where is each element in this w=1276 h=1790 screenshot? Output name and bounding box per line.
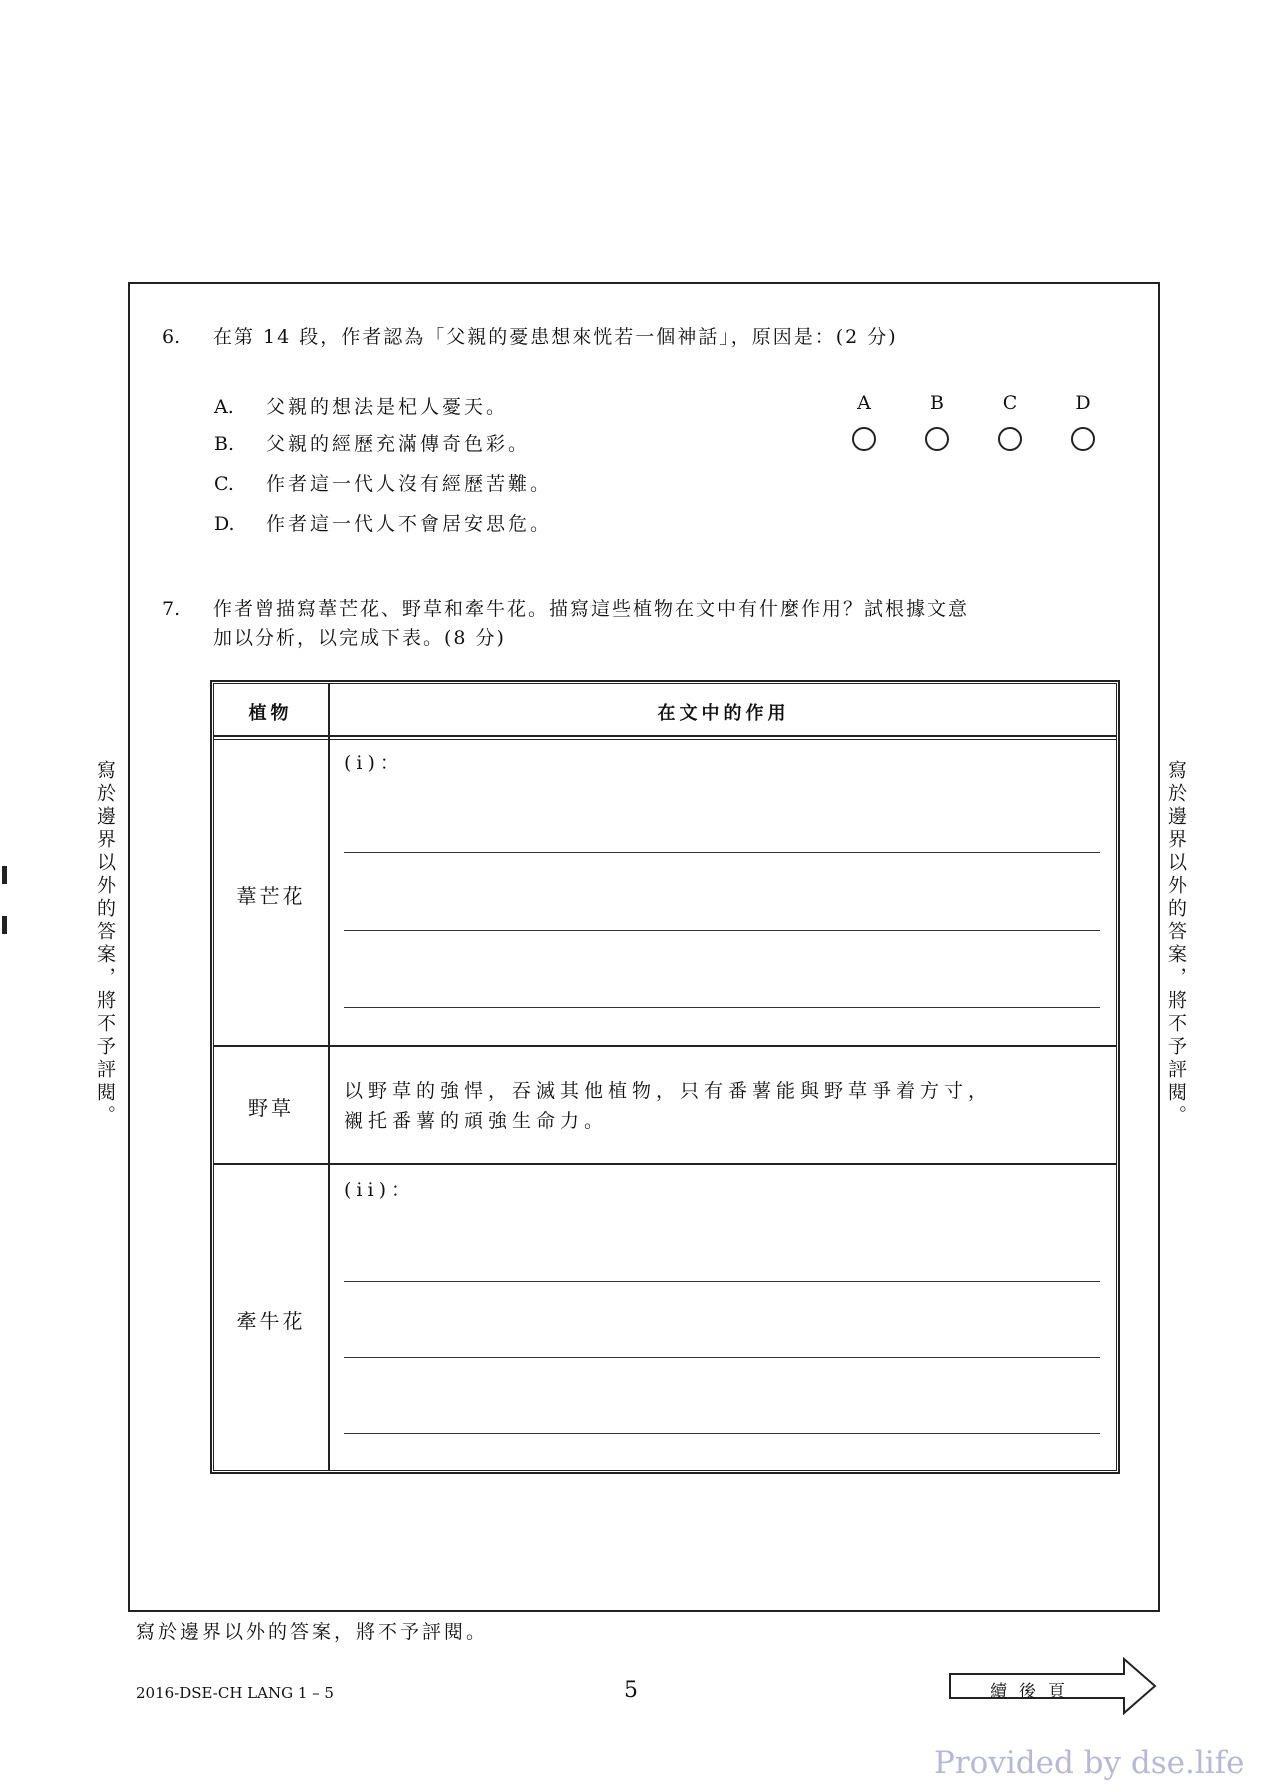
- footer-note: 寫於邊界以外的答案，將不予評閱。: [136, 1621, 489, 1643]
- table-header-function: 在文中的作用: [657, 703, 790, 724]
- plant-name-row1: 葦芒花: [236, 884, 306, 908]
- answer-line[interactable]: [344, 852, 1100, 853]
- q6-option-b: [214, 429, 530, 456]
- row2-line1: 以野草的強悍，吞滅其他植物，只有番薯能與野草爭着方寸，: [344, 1080, 993, 1102]
- answer-line[interactable]: [344, 1433, 1100, 1434]
- table-row-divider: [213, 1163, 1117, 1165]
- q6-option-d-text: 作者這一代人不會居安思危。: [266, 513, 553, 535]
- answer-bubble-c[interactable]: [998, 427, 1022, 451]
- page-number: 5: [624, 1678, 638, 1703]
- q7-text-line2: 加以分析，以完成下表。(8 分): [213, 627, 506, 649]
- left-margin-note: 寫於邊界以外的答案，將不予評閱。: [94, 760, 116, 1128]
- table-row-divider: [213, 1045, 1117, 1047]
- answer-bubble-b[interactable]: [925, 427, 949, 451]
- table-header-plant: 植物: [248, 703, 293, 724]
- q6-option-b-text: 父親的經歷充滿傳奇色彩。: [266, 433, 531, 455]
- paper-code: 2016-DSE-CH LANG 1 – 5: [136, 1684, 334, 1702]
- q6-text: 在第 14 段，作者認為「父親的憂患想來恍若一個神話」，原因是：(2 分): [213, 326, 898, 348]
- q6-option-d: [214, 509, 552, 536]
- answer-line[interactable]: [344, 1357, 1100, 1358]
- plant-name-row2: 野草: [248, 1096, 294, 1120]
- q6-option-d-label: D.: [214, 513, 235, 535]
- q6-option-c-text: 作者這一代人沒有經歷苦難。: [266, 473, 553, 495]
- scan-mark: [2, 866, 7, 884]
- right-margin-note: 寫於邊界以外的答案，將不予評閱。: [1165, 760, 1187, 1128]
- q7-text-line1: 作者曾描寫葦芒花、野草和牽牛花。描寫這些植物在文中有什麼作用？試根據文意: [213, 598, 970, 620]
- table-header-divider-2: [213, 739, 1117, 740]
- q6-option-a: [214, 392, 508, 419]
- row1-prefix: (i)：: [344, 752, 404, 774]
- table-column-divider: [328, 683, 330, 1471]
- answer-letter-c: C: [1002, 392, 1018, 414]
- answer-bubble-a[interactable]: [852, 427, 876, 451]
- q6-option-b-label: B.: [214, 433, 235, 455]
- answer-bubble-d[interactable]: [1071, 427, 1095, 451]
- answer-letter-b: B: [930, 392, 944, 414]
- q6-option-a-label: A.: [214, 396, 234, 418]
- watermark: Provided by dse.life: [934, 1745, 1245, 1781]
- scan-mark: [2, 916, 7, 934]
- q6-number: 6.: [162, 326, 181, 348]
- q6-option-c: [214, 469, 552, 496]
- answer-line[interactable]: [344, 1007, 1100, 1008]
- row2-line2: 襯托番薯的頑強生命力。: [344, 1110, 609, 1132]
- q6-option-c-label: C.: [214, 473, 234, 495]
- row3-prefix: (ii)：: [344, 1179, 415, 1201]
- answer-letter-d: D: [1075, 392, 1091, 414]
- plant-name-row3: 牽牛花: [236, 1309, 306, 1333]
- answer-line[interactable]: [344, 930, 1100, 931]
- answer-line[interactable]: [344, 1281, 1100, 1282]
- answer-letter-a: A: [857, 392, 871, 414]
- q6-option-a-text: 父親的想法是杞人憂天。: [266, 396, 509, 418]
- table-header-divider: [213, 735, 1117, 737]
- q7-number: 7.: [162, 598, 181, 620]
- continue-label: 續後頁: [990, 1682, 1077, 1702]
